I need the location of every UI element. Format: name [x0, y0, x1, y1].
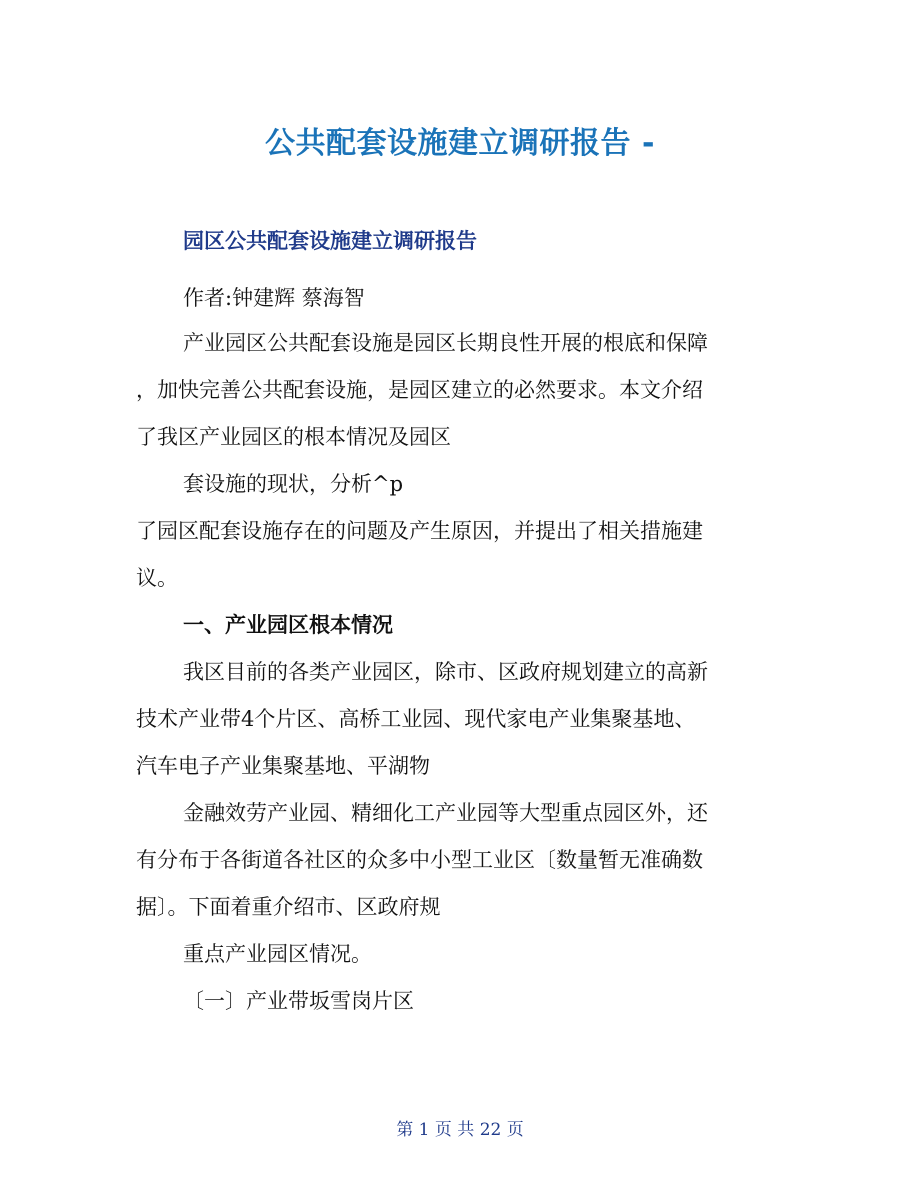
page-number-footer: 第 1 页 共 22 页: [396, 1120, 524, 1140]
section-heading: 一、产业园区根本情况: [183, 612, 393, 637]
document-title: 公共配套设施建立调研报告 -: [265, 126, 655, 161]
paragraph-line: 议。: [136, 566, 178, 590]
paragraph-line: 技术产业带4个片区、高桥工业园、现代家电产业集聚基地、: [136, 707, 696, 731]
paragraph-line: 有分布于各街道各社区的众多中小型工业区〔数量暂无准确数: [136, 848, 703, 872]
author-line: 作者:钟建辉 蔡海智: [183, 286, 365, 310]
paragraph-line: 我区目前的各类产业园区，除市、区政府规划建立的高新: [183, 660, 708, 684]
paragraph-line: 了我区产业园区的根本情况及园区: [136, 425, 451, 449]
subsection-heading: 〔一〕产业带坂雪岗片区: [183, 989, 414, 1013]
paragraph-line: 产业园区公共配套设施是园区长期良性开展的根底和保障: [183, 331, 708, 355]
paragraph-line: 汽车电子产业集聚基地、平湖物: [136, 754, 430, 778]
paragraph-line: 重点产业园区情况。: [183, 942, 372, 966]
paragraph-line: 金融效劳产业园、精细化工产业园等大型重点园区外，还: [183, 801, 708, 825]
document-subtitle: 园区公共配套设施建立调研报告: [183, 229, 477, 253]
paragraph-line: 据〕。下面着重介绍市、区政府规: [136, 895, 441, 919]
paragraph-line: 了园区配套设施存在的问题及产生原因，并提出了相关措施建: [136, 519, 703, 543]
paragraph-line: 套设施的现状，分析^p: [183, 472, 404, 496]
paragraph-line: ，加快完善公共配套设施，是园区建立的必然要求。本文介绍: [136, 378, 703, 402]
